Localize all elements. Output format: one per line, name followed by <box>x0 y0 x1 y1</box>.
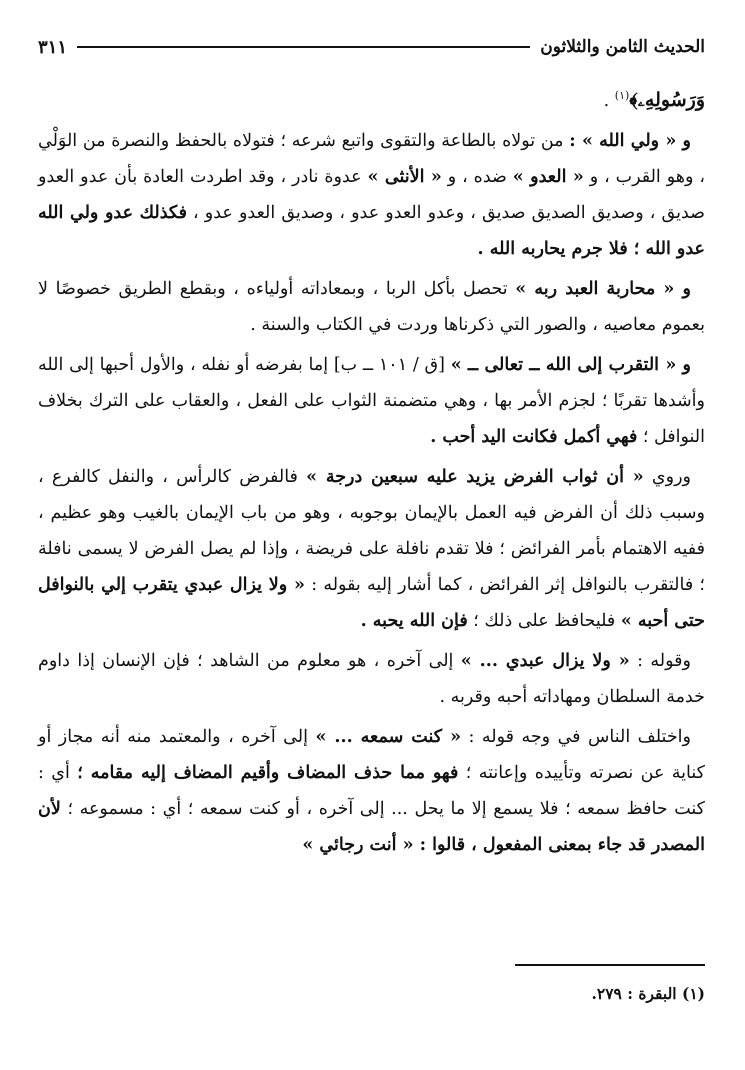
hadith-quote: « أن ثواب الفرض يزيد عليه سبعين درجة » <box>306 466 644 487</box>
paragraph-fard <box>38 459 705 639</box>
paragraph-taqarrub <box>38 347 705 455</box>
paragraph-text: فليحافظ على ذلك ؛ <box>467 610 621 631</box>
emphasis-text: فهي أكمل فكانت اليد أحب . <box>430 426 638 447</box>
footnote: (١) البقرة : ٢٧٩. <box>591 984 705 1003</box>
paragraph-text: إلى آخره ، هو معلوم من الشاهد ؛ فإن الإنسان إذا داوم خدمة السلطان ومهاداته أحبه وقربه . <box>38 650 705 707</box>
header-rule <box>77 46 530 48</box>
hadith-quote: « ولا يزال عبدي يتقرب إلي بالنوافل حتى أحبه » <box>38 574 705 631</box>
term-muharaba: و « محاربة العبد ربه » <box>515 278 691 299</box>
chapter-title: الحديث الثامن والثلاثون <box>540 37 705 57</box>
footnote-rule <box>515 964 705 966</box>
paragraph-text: وروي <box>643 466 691 487</box>
paragraph-text: أي : كنت حافظ سمعه ؛ فلا يسمع إلا ما يحل ... إلى آخره ، أو كنت سمعه ؛ أي : مسموعه ؛ <box>38 762 705 819</box>
footnote-marker: (١) <box>614 89 630 102</box>
paragraph-text: تحصل بأكل الربا ، وبمعاداته أولياءه ، وبقطع الطريق خصوصًا لا بعموم معاصيه ، والصور التي ذكرناها وردت في الكتاب والسنة . <box>38 278 705 335</box>
term-untha: « الأنثى » <box>367 166 442 187</box>
paragraph-text: واختلف الناس في وجه قوله : <box>461 726 691 747</box>
paragraph-text: إلى آخره ، والمعتمد منه أنه مجاز أو كناية عن نصرته وتأييده وإعانته ؛ <box>38 726 705 783</box>
paragraph-text: عدوة نادر ، وقد اطردت العادة بأن عدو العدو صديق ، وصديق الصديق صديق ، وعدو العدو عدو ، وصديق العدو عدو ، <box>38 166 705 223</box>
hadith-quote: « كنت سمعه ... » <box>315 726 462 747</box>
paragraph-la-yazal <box>38 643 705 715</box>
emphasis-text: لأن المصدر قد جاء بمعنى المفعول ، قالوا : « أنت رجائي » <box>38 798 705 855</box>
emphasis-text: فإن الله يحبه . <box>360 610 468 631</box>
paragraph-text: من تولاه بالطاعة والتقوى واتبع شرعه ؛ فتولاه بالحفظ والنصرة من الوَلْي ، وهو القرب ، و <box>38 130 705 187</box>
paragraph-text: [ق / ١٠١ ــ ب] إما بفرضه أو نفله ، والأول أحبها إلى الله وأشدها تقربًا ؛ لجزم الأمر بها ، وهي متضمنة الثواب على الفعل ، والعقاب على الترك بخلاف النوافل ؛ <box>38 354 705 447</box>
page-number: ٣١١ <box>38 36 68 58</box>
emphasis-text: فكذلك عدو ولي الله عدو الله ؛ فلا جرم يحاربه الله . <box>38 202 705 259</box>
verse-tail: . <box>603 90 615 111</box>
term-taqarrub: و « التقرب إلى الله ــ تعالى ــ » <box>450 354 691 375</box>
term-aduw: « العدو » <box>512 166 584 187</box>
paragraph-muharaba <box>38 271 705 343</box>
page-body <box>38 78 705 867</box>
emphasis-text: فهو مما حذف المضاف وأقيم المضاف إليه مقامه ؛ <box>77 762 459 783</box>
paragraph-wali <box>38 123 705 267</box>
paragraph-text: وقوله : <box>629 650 691 671</box>
paragraph-text: فالفرض كالرأس ، والنفل كالفرع ، وسبب ذلك أن الفرض فيه العمل بالإيمان بوجوبه ، وهو من باب الإيمان بالغيب وهو عظيم ، ففيه الاهتمام بأمر الفرائض ؛ فلا تقدم نافلة على فريضة ، وإذا لم يصل الفرض لا يسمى نافلة ؛ فالتقرب بالنوافل إثر الفرائض ، كما أشار إليه بقوله : <box>38 466 705 595</box>
page-header <box>38 30 705 64</box>
quran-verse: وَرَسُولِهِۦ﴾ <box>629 88 705 111</box>
paragraph-kuntu <box>38 719 705 863</box>
term-wali: و « ولي الله » : <box>569 130 691 151</box>
verse-line <box>38 78 705 119</box>
hadith-quote: « ولا يزال عبدي ... » <box>460 650 630 671</box>
paragraph-text: ضده ، و <box>441 166 513 187</box>
